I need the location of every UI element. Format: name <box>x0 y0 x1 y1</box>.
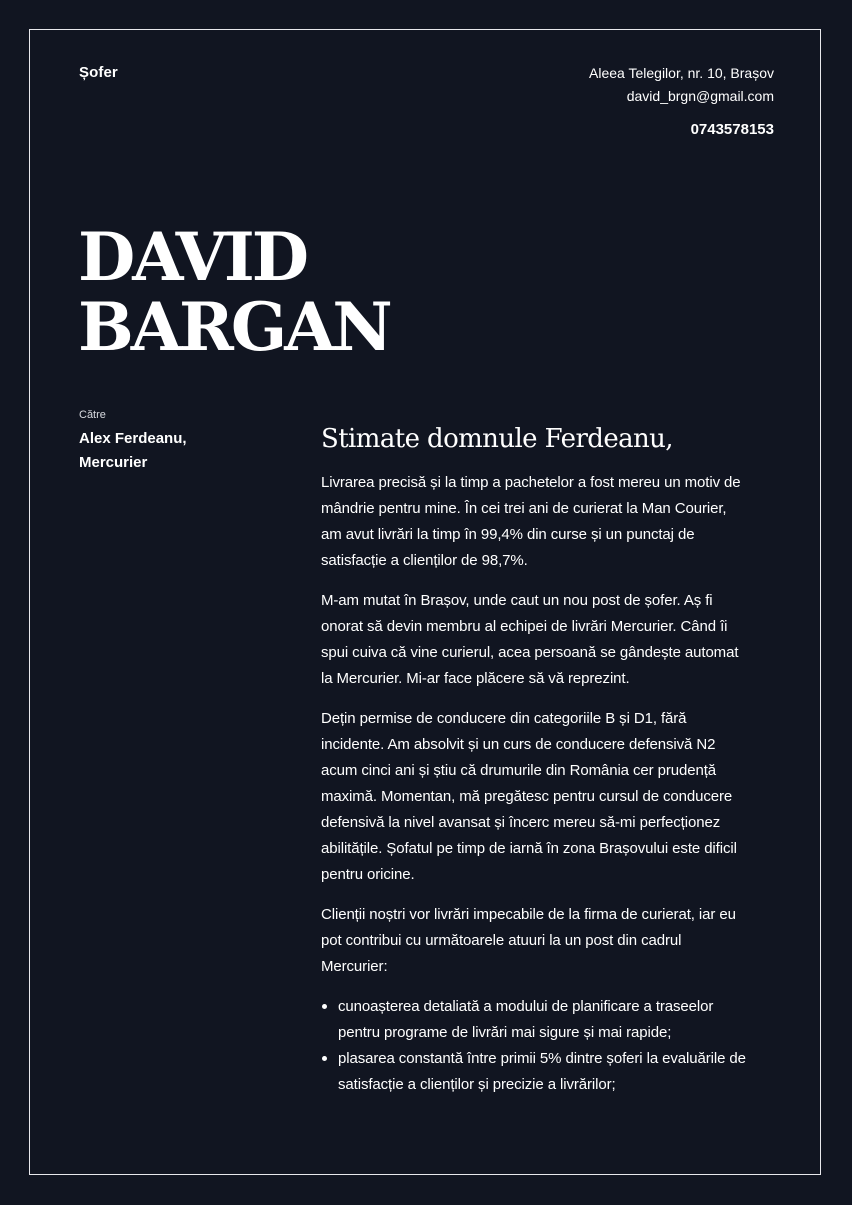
first-name: DAVID <box>78 218 306 296</box>
letter-body <box>321 424 751 1098</box>
list-item: cunoașterea detaliată a modului de planificare a traseelor pentru programe de livrări mai sigure și mai rapide; <box>321 994 751 1046</box>
qualifications-list <box>321 994 751 1098</box>
last-name: BARGAN <box>78 288 390 366</box>
salutation: Stimate domnule Ferdeanu, <box>321 424 673 454</box>
phone: 0743578153 <box>690 121 774 138</box>
address: Aleea Telegilor, nr. 10, Brașov <box>589 65 774 81</box>
recipient-company: Mercurier <box>79 454 148 471</box>
list-item: plasarea constantă între primii 5% dintre șoferi la evaluările de satisfacție a clienților și precizie a livrărilor; <box>321 1046 751 1098</box>
recipient-name: Alex Ferdeanu, <box>79 430 187 447</box>
paragraph: Dețin permise de conducere din categoriile B și D1, fără incidente. Am absolvit și un curs de conducere defensivă N2 acum cinci ani și știu că drumurile din România cer prudență maximă. Momentan, mă pregătesc pentru cursul de conducere defensivă la nivel avansat și încerc mereu să-mi perfecționez abilitățile. Șofatul pe timp de iarnă în zona Brașovului este dificil pentru oricine. <box>321 710 737 883</box>
email: david_brgn@gmail.com <box>626 88 774 104</box>
applicant-name <box>78 218 390 366</box>
recipient-label: Către <box>79 409 106 421</box>
paragraph: M-am mutat în Brașov, unde caut un nou post de șofer. Aș fi onorat să devin membru al echipei de livrări Mercurier. Când îi spui cuiva că vine curierul, acea persoană se gândește automat la Mercurier. Mi-ar face plăcere să vă reprezint. <box>321 592 739 687</box>
contact-block <box>589 62 774 141</box>
job-title: Șofer <box>79 64 118 81</box>
paragraph: Clienții noștri vor livrări impecabile de la firma de curierat, iar eu pot contribui cu următoarele atuuri la un post din cadrul Mercurier: <box>321 906 736 975</box>
paragraph: Livrarea precisă și la timp a pachetelor a fost mereu un motiv de mândrie pentru mine. În cei trei ani de curierat la Man Courier, am avut livrări la timp în 99,4% din curse și un punctaj de satisfacție a clienților de 98,7%. <box>321 474 741 569</box>
recipient-block <box>79 409 229 475</box>
